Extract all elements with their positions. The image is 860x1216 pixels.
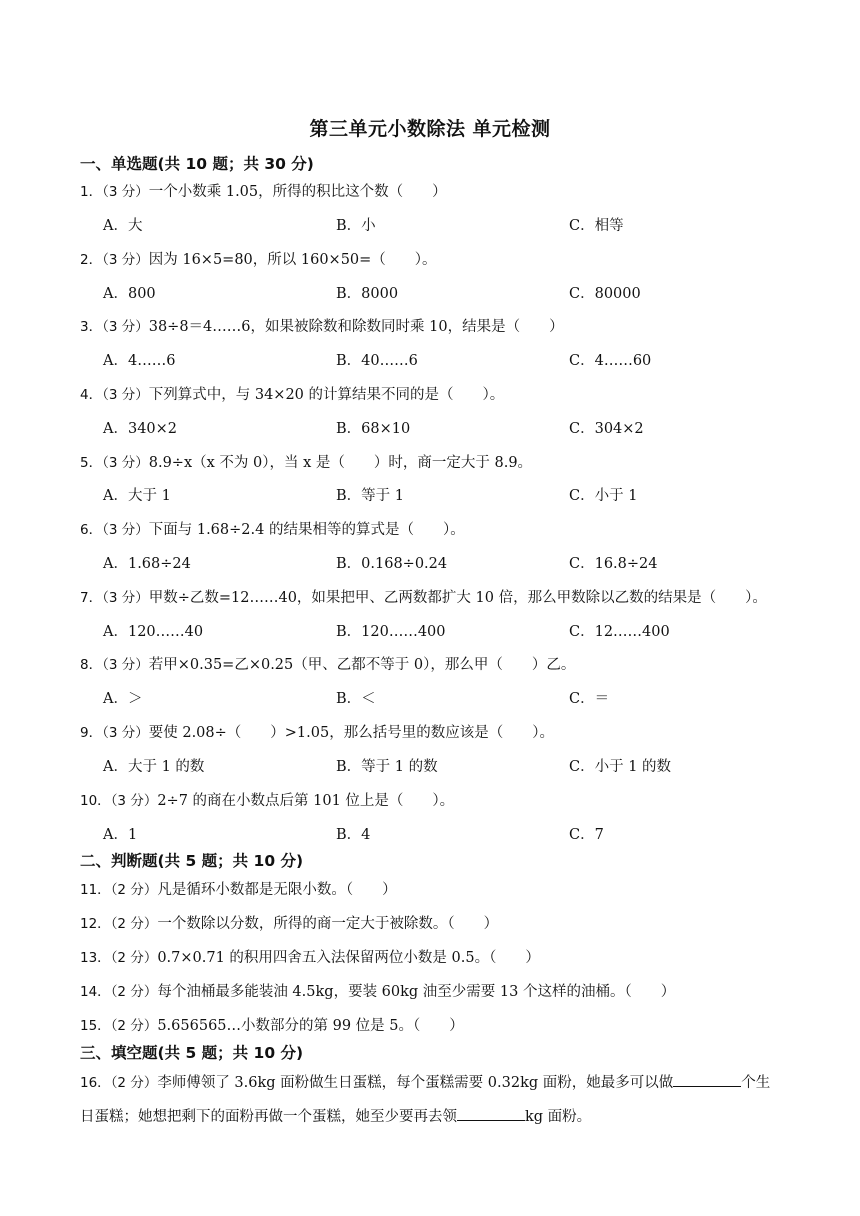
option-b: B．40……6	[336, 353, 418, 369]
option-a: A．120……40	[103, 624, 204, 640]
question-text: 个生	[741, 1075, 771, 1091]
answer-blank[interactable]	[457, 1106, 525, 1121]
option-b: B．8000	[336, 286, 399, 302]
answer-blank[interactable]	[673, 1072, 741, 1087]
question-points: （3 分）	[102, 184, 149, 200]
option-a: A．4……6	[103, 353, 176, 369]
option-c: C．7	[569, 827, 604, 843]
question-points: （3 分）	[102, 725, 149, 741]
question-number: 13．	[80, 950, 111, 966]
section-heading-single-choice: 一、单选题(共 10 题；共 30 分)	[80, 155, 314, 173]
option-c: C．16.8÷24	[569, 556, 658, 572]
question-points: （2 分）	[110, 916, 158, 932]
option-c: C．4……60	[569, 353, 652, 369]
question-text: 每个油桶最多能装油 4.5kg，要装 60kg 油至少需要 13 个这样的油桶。（ ）	[157, 984, 676, 1000]
option-c: C．12……400	[569, 624, 670, 640]
question-number: 11．	[80, 882, 111, 898]
question-text: 下列算式中，与 34×20 的计算结果不同的是（ ）。	[148, 387, 505, 403]
question-points: （3 分）	[102, 455, 149, 471]
question-1	[80, 180, 447, 201]
option-c: C．＝	[569, 691, 610, 707]
question-text: 一个数除以分数，所得的商一定大于被除数。（ ）	[157, 916, 499, 932]
question-points: （3 分）	[102, 590, 149, 606]
question-number: 8．	[80, 657, 103, 673]
section-heading-fill-in: 三、填空题(共 5 题；共 10 分)	[80, 1044, 304, 1062]
option-b: B．68×10	[336, 421, 411, 437]
option-c: C．相等	[569, 218, 624, 234]
question-10	[80, 789, 454, 810]
question-number: 2．	[80, 252, 103, 268]
question-text: 若甲×0.35=乙×0.25（甲、乙都不等于 0），那么甲（ ）乙。	[148, 657, 576, 673]
question-text: 下面与 1.68÷2.4 的结果相等的算式是（ ）。	[148, 522, 465, 538]
question-12	[80, 912, 498, 933]
question-text: 日蛋糕；她想把剩下的面粉再做一个蛋糕，她至少要再去领	[80, 1109, 457, 1125]
option-a: A．大于 1	[103, 488, 171, 504]
option-c: C．小于 1	[569, 488, 638, 504]
option-a: A．＞	[103, 691, 143, 707]
question-points: （2 分）	[110, 882, 158, 898]
question-number: 9．	[80, 725, 103, 741]
question-text: 5.656565…小数部分的第 99 位是 5。（ ）	[157, 1018, 464, 1034]
question-text: 因为 16×5=80，所以 160×50=（ ）。	[148, 252, 437, 268]
question-text: 38÷8＝4……6，如果被除数和除数同时乘 10，结果是（ ）	[148, 319, 564, 335]
question-number: 4．	[80, 387, 103, 403]
option-b: B．0.168÷0.24	[336, 556, 448, 572]
question-number: 6．	[80, 522, 103, 538]
option-a: A．1	[103, 827, 138, 843]
question-text: 0.7×0.71 的积用四舍五入法保留两位小数是 0.5。（ ）	[157, 950, 540, 966]
question-points: （3 分）	[102, 252, 149, 268]
question-points: （2 分）	[110, 1075, 158, 1091]
question-number: 12．	[80, 916, 111, 932]
question-number: 14．	[80, 984, 111, 1000]
question-points: （3 分）	[102, 657, 149, 673]
option-c: C．304×2	[569, 421, 644, 437]
option-c: C．小于 1 的数	[569, 759, 672, 775]
question-points: （2 分）	[110, 950, 158, 966]
question-text: 2÷7 的商在小数点后第 101 位上是（ ）。	[157, 793, 455, 809]
question-number: 15．	[80, 1018, 111, 1034]
question-16-continued	[80, 1105, 591, 1126]
question-14	[80, 980, 675, 1001]
option-a: A．大	[103, 218, 143, 234]
option-b: B．等于 1 的数	[336, 759, 438, 775]
question-text: kg 面粉。	[525, 1109, 592, 1125]
question-text: 要使 2.08÷（ ）>1.05，那么括号里的数应该是（ ）。	[148, 725, 554, 741]
option-c: C．80000	[569, 286, 641, 302]
question-points: （3 分）	[102, 522, 149, 538]
option-a: A．1.68÷24	[103, 556, 191, 572]
question-number: 5．	[80, 455, 103, 471]
question-15	[80, 1014, 464, 1035]
question-text: 凡是循环小数都是无限小数。（ ）	[157, 882, 397, 898]
question-8	[80, 653, 575, 674]
question-number: 3．	[80, 319, 103, 335]
option-a: A．大于 1 的数	[103, 759, 205, 775]
option-a: A．340×2	[103, 421, 178, 437]
option-b: B．等于 1	[336, 488, 404, 504]
question-11	[80, 878, 397, 899]
question-number: 10．	[80, 793, 111, 809]
question-text: 李师傅领了 3.6kg 面粉做生日蛋糕，每个蛋糕需要 0.32kg 面粉，她最多可以做	[157, 1075, 674, 1091]
question-4	[80, 383, 504, 404]
option-b: B．小	[336, 218, 376, 234]
question-points: （2 分）	[110, 1018, 158, 1034]
question-number: 1．	[80, 184, 103, 200]
question-3	[80, 315, 564, 336]
question-text: 甲数÷乙数=12……40，如果把甲、乙两数都扩大 10 倍，那么甲数除以乙数的结果是（ ）。	[148, 590, 767, 606]
question-text: 8.9÷x（x 不为 0），当 x 是（ ）时，商一定大于 8.9。	[148, 455, 533, 471]
question-number: 16．	[80, 1075, 111, 1091]
question-points: （2 分）	[110, 984, 158, 1000]
question-9	[80, 721, 554, 742]
question-number: 7．	[80, 590, 103, 606]
question-13	[80, 946, 540, 967]
question-16	[80, 1071, 770, 1092]
page-title: 第三单元小数除法 单元检测	[309, 118, 551, 140]
question-5	[80, 451, 532, 472]
option-a: A．800	[103, 286, 156, 302]
question-text: 一个小数乘 1.05，所得的积比这个数（ ）	[148, 184, 447, 200]
option-b: B．120……400	[336, 624, 446, 640]
question-7	[80, 586, 767, 607]
section-heading-true-false: 二、判断题(共 5 题；共 10 分)	[80, 852, 304, 870]
question-points: （3 分）	[110, 793, 158, 809]
option-b: B．＜	[336, 691, 376, 707]
question-points: （3 分）	[102, 319, 149, 335]
option-b: B．4	[336, 827, 371, 843]
question-2	[80, 248, 437, 269]
question-6	[80, 518, 465, 539]
question-points: （3 分）	[102, 387, 149, 403]
